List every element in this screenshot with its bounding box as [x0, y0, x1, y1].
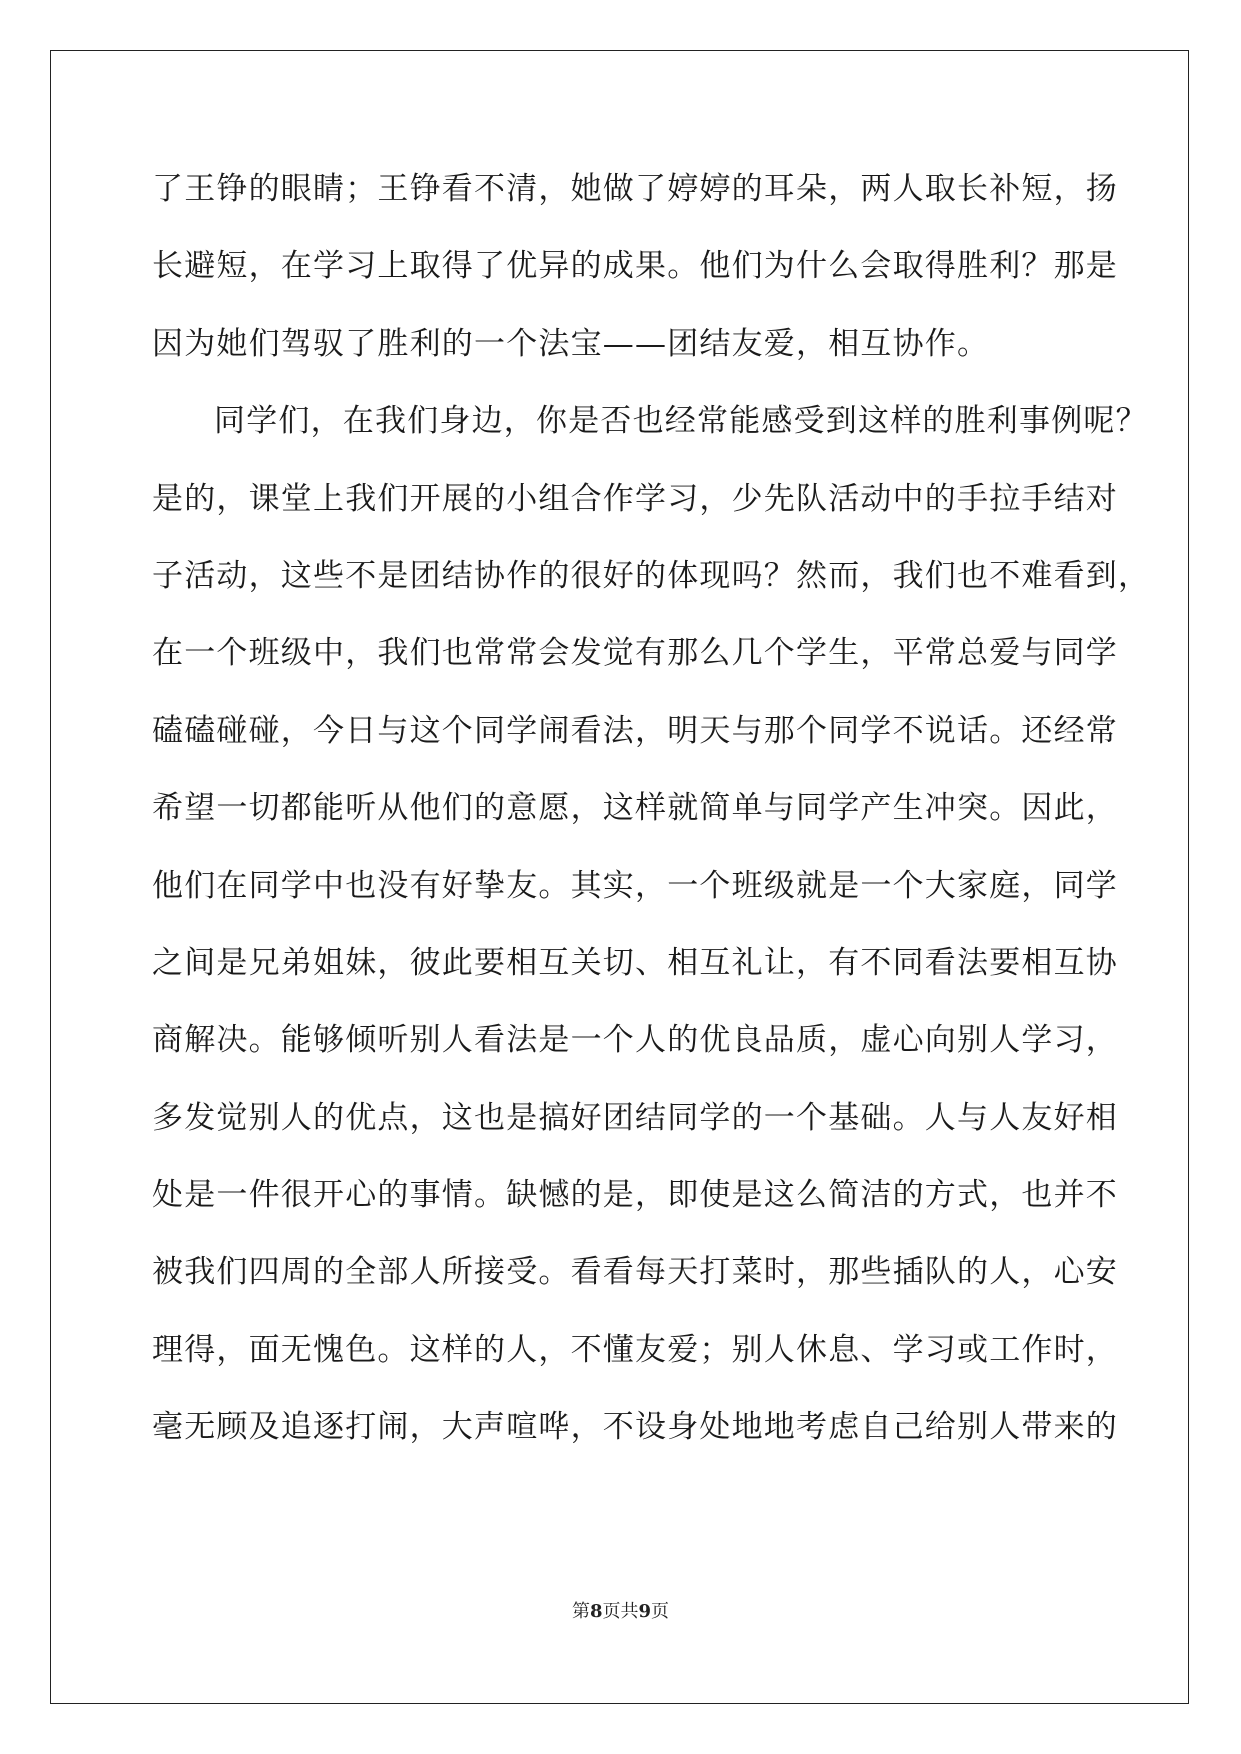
document-body [152, 162, 1151, 1478]
text-line: 之间是兄弟姐妹，彼此要相互关切、相互礼让，有不同看法要相互协 [152, 944, 1118, 981]
text-line: 在一个班级中，我们也常常会发觉有那么几个学生，平常总爱与同学 [152, 635, 1118, 672]
text-line: 长避短，在学习上取得了优异的成果。他们为什么会取得胜利？那是 [152, 248, 1118, 285]
paragraph-first-line: 同学们，在我们身边，你是否也经常能感受到这样的胜利事例呢？ [214, 403, 1148, 440]
text-line: 被我们四周的全部人所接受。看看每天打菜时，那些插队的人，心安 [152, 1254, 1118, 1291]
text-line: 多发觉别人的优点，这也是搞好团结同学的一个基础。人与人友好相 [152, 1099, 1118, 1136]
text-line: 商解决。能够倾听别人看法是一个人的优良品质，虚心向别人学习， [152, 1022, 1118, 1059]
text-line: 子活动，这些不是团结协作的很好的体现吗？然而，我们也不难看到， [152, 557, 1151, 594]
text-line: 是的，课堂上我们开展的小组合作学习，少先队活动中的手拉手结对 [152, 480, 1118, 517]
total-pages: 9 [638, 1601, 652, 1622]
text-line: 处是一件很开心的事情。缺憾的是，即使是这么简洁的方式，也并不 [152, 1177, 1118, 1214]
text-line: 因为她们驾驭了胜利的一个法宝——团结友爱，相互协作。 [152, 325, 990, 362]
text-line: 他们在同学中也没有好挚友。其实，一个班级就是一个大家庭，同学 [152, 867, 1118, 904]
total-suffix: 页 [651, 1601, 670, 1622]
text-line: 了王铮的眼睛；王铮看不清，她做了婷婷的耳朵，两人取长补短，扬 [152, 171, 1118, 207]
text-line: 理得，面无愧色。这样的人，不懂友爱；别人休息、学习或工作时， [152, 1331, 1118, 1368]
text-line: 毫无顾及追逐打闹，大声喧哗，不设身处地地考虑自己给别人带来的 [152, 1409, 1118, 1446]
page-suffix: 页 [602, 1601, 621, 1622]
page-number: 8 [589, 1601, 603, 1622]
page-footer [0, 1597, 1241, 1623]
text-line: 希望一切都能听从他们的意愿，这样就简单与同学产生冲突。因此， [152, 790, 1118, 827]
page-prefix: 第 [571, 1601, 590, 1622]
text-line: 磕磕碰碰，今日与这个同学闹看法，明天与那个同学不说话。还经常 [152, 712, 1118, 749]
total-prefix: 共 [620, 1601, 639, 1622]
